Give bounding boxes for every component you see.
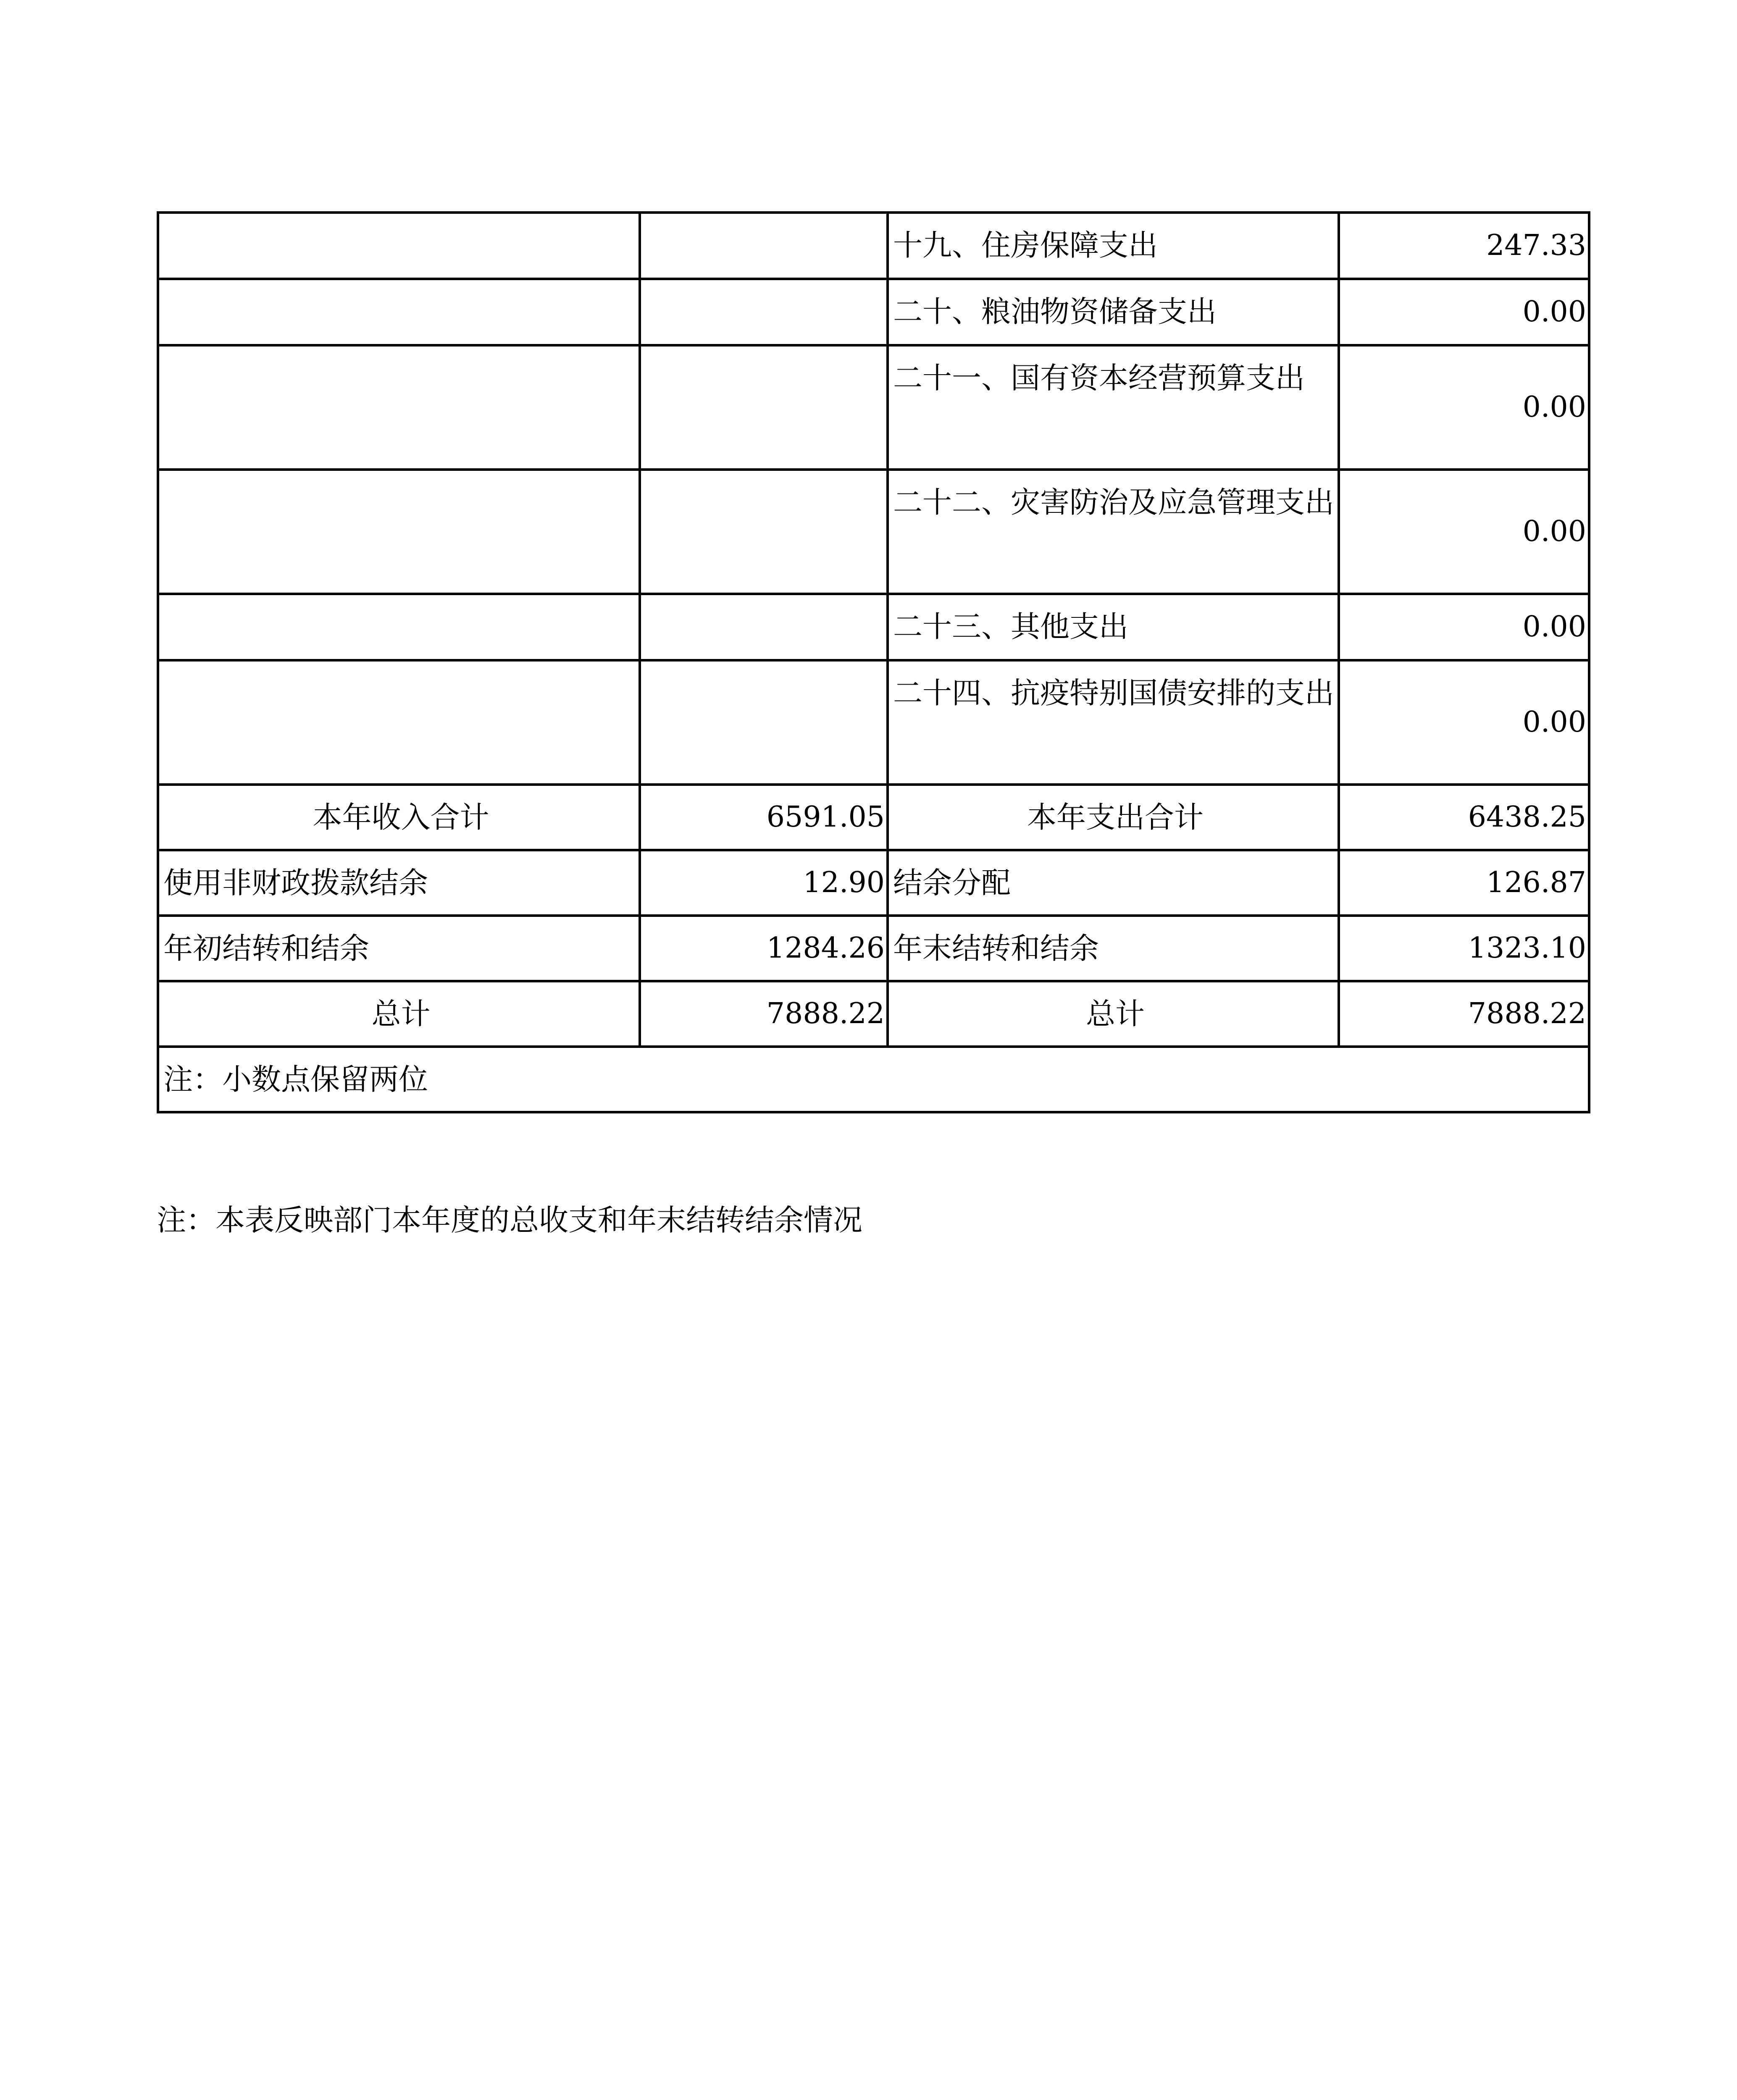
closing-balance-value: 1323.10: [1339, 916, 1589, 981]
grand-total-income-label: 总计: [158, 981, 640, 1047]
opening-balance-label: 年初结转和结余: [158, 916, 640, 981]
grand-total-expense-value: 7888.22: [1339, 981, 1589, 1047]
grand-total-row: [158, 981, 1589, 1047]
annual-income-total-value: 6591.05: [640, 785, 888, 850]
annual-expense-total-label: 本年支出合计: [888, 785, 1339, 850]
expense-item-label: 二十、粮油物资储备支出: [888, 279, 1339, 345]
expense-item-label: 二十四、抗疫特别国债安排的支出: [888, 660, 1339, 785]
annual-expense-total-value: 6438.25: [1339, 785, 1589, 850]
expense-item-label: 二十二、灾害防治及应急管理支出: [888, 470, 1339, 594]
expense-item-label: 二十一、国有资本经营预算支出: [888, 345, 1339, 470]
income-item-cell: [158, 470, 640, 594]
expense-item-value: 0.00: [1339, 345, 1589, 470]
table-row: [158, 279, 1589, 345]
income-value-cell: [640, 660, 888, 785]
income-item-cell: [158, 213, 640, 279]
income-value-cell: [640, 594, 888, 660]
income-item-cell: [158, 279, 640, 345]
table-note-row: [158, 1047, 1589, 1112]
income-item-cell: [158, 594, 640, 660]
opening-balance-value: 1284.26: [640, 916, 888, 981]
income-item-cell: [158, 660, 640, 785]
income-value-cell: [640, 470, 888, 594]
annual-totals-row: [158, 785, 1589, 850]
balance-row: [158, 850, 1589, 916]
income-value-cell: [640, 279, 888, 345]
closing-balance-label: 年末结转和结余: [888, 916, 1339, 981]
grand-total-income-value: 7888.22: [640, 981, 888, 1047]
expense-item-value: 0.00: [1339, 470, 1589, 594]
table-row: [158, 594, 1589, 660]
surplus-distribution-value: 126.87: [1339, 850, 1589, 916]
expense-item-value: 0.00: [1339, 594, 1589, 660]
income-value-cell: [640, 213, 888, 279]
income-value-cell: [640, 345, 888, 470]
table-row: [158, 470, 1589, 594]
expense-item-label: 二十三、其他支出: [888, 594, 1339, 660]
annual-income-total-label: 本年收入合计: [158, 785, 640, 850]
expense-item-value: 0.00: [1339, 660, 1589, 785]
grand-total-expense-label: 总计: [888, 981, 1339, 1047]
non-fiscal-balance-value: 12.90: [640, 850, 888, 916]
budget-summary-table: [157, 211, 1590, 1113]
table-note: 注：小数点保留两位: [158, 1047, 1589, 1112]
surplus-distribution-label: 结余分配: [888, 850, 1339, 916]
expense-item-label: 十九、住房保障支出: [888, 213, 1339, 279]
table-row: [158, 660, 1589, 785]
carryover-row: [158, 916, 1589, 981]
footer-note: 注：本表反映部门本年度的总收支和年末结转结余情况: [157, 1203, 862, 1237]
expense-item-value: 247.33: [1339, 213, 1589, 279]
non-fiscal-balance-label: 使用非财政拨款结余: [158, 850, 640, 916]
table-row: [158, 345, 1589, 470]
table-row: [158, 213, 1589, 279]
income-item-cell: [158, 345, 640, 470]
expense-item-value: 0.00: [1339, 279, 1589, 345]
